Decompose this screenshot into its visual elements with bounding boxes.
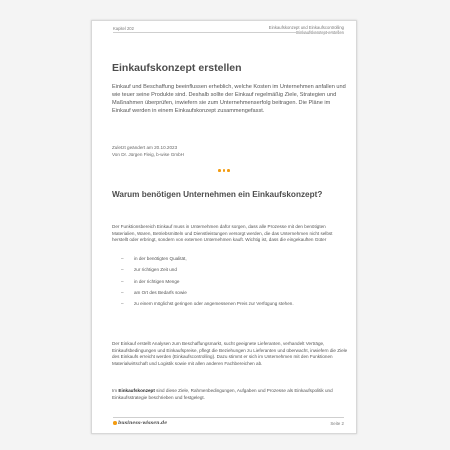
- list-item-text: zur richtigen Zeit und: [134, 267, 177, 273]
- author-line: Von Dr. Jürgen Fleig, b-wise GmbH: [112, 151, 184, 157]
- updated-date: Zuletzt geändert am 20.10.2023: [112, 145, 178, 150]
- list-dash: –: [121, 267, 124, 273]
- logo-dot-icon: [113, 421, 117, 425]
- list-item: [112, 267, 294, 278]
- list-dash: –: [121, 256, 124, 261]
- paragraph-3-prefix: Im: [112, 388, 119, 393]
- header-divider: [113, 32, 344, 33]
- logo-text: business-wissen.de: [118, 421, 168, 426]
- list-item-text: am Ort des Bedarfs sowie: [134, 289, 187, 295]
- header-right: [269, 25, 344, 35]
- header-right-line1: Einkaufskonzept und Einkaufscontrolling: [268, 25, 344, 30]
- paragraph-3-bold: Einkaufskonzept: [118, 388, 155, 393]
- requirements-list: [112, 256, 294, 312]
- intro-paragraph: Einkauf und Beschaffung beeinflussen erheblich, welche Kosten im Unternehmen anfallen und wie teuer seine Produkte sind. Deshalb sollte der Einkauf regelmäßig Ziele, Strategien und Maßnahmen überprüfen, inwiefern sie zum Unternehmenserfolg beitragen. Die Pläne im Einkauf werden in einem Einkaufskonzept zusammengefasst.: [112, 84, 346, 114]
- list-dash: –: [121, 301, 124, 307]
- footer-divider: [113, 417, 344, 418]
- header-chapter: Kapitel 202: [113, 26, 134, 31]
- paragraph-3-suffix: sind diese Ziele, Rahmenbedingungen, Aufgaben und Prozesse als Einkaufspolitik und Einkaufsstrategie beschrieben und festgelegt.: [112, 388, 333, 400]
- list-item: [112, 301, 294, 312]
- separator-dot: [223, 169, 226, 172]
- paragraph-3: [112, 388, 348, 401]
- section-separator: [92, 169, 356, 175]
- section-heading: Warum benötigen Unternehmen ein Einkaufskonzept?: [112, 190, 323, 199]
- list-dash: –: [121, 278, 124, 284]
- document-page: [91, 20, 357, 434]
- paragraph-2: Der Einkauf erstellt Analysen zum Beschaffungsmarkt, sucht geeignete Lieferanten, verhandelt Verträge, Einkaufsbedingungen und Einkaufspreise, pflegt die Beziehungen zu Lieferanten und überwacht, inwiefern die Ziele des Einkaufs erreicht werden (Einkaufscontrolling). Dazu stimmt er sich im Unternehmen mit den Funktionen Materialwirtschaft und Logistik sowie mit allen anderen Fachbereichen ab.: [112, 341, 348, 367]
- list-dash: –: [121, 289, 124, 295]
- header-right-line2: Einkaufskonzept erstellen: [296, 30, 344, 35]
- page-number: Seite 2: [330, 421, 344, 426]
- footer-logo: [113, 421, 167, 426]
- list-item: [112, 290, 294, 301]
- list-item: [112, 256, 294, 267]
- paragraph-1: Der Funktionsbereich Einkauf muss in Unternehmen dafür sorgen, dass alle Prozesse mit den benötigten Materialien, Waren, Betriebsmitteln und Dienstleistungen versorgt werden, die das Unternehmen nicht selbst herstellt oder erbringt, sondern von externen Unternehmen kauft. Wichtig ist, dass die eingekauften Güter: [112, 224, 333, 243]
- separator-dot: [218, 169, 221, 172]
- list-item-text: zu einem möglichst geringen oder angemessenen Preis zur Verfügung stehen.: [134, 301, 294, 307]
- article-meta: [112, 145, 184, 159]
- list-item: [112, 279, 294, 290]
- list-item-text: in der benötigten Qualität,: [134, 256, 187, 261]
- separator-dot: [227, 169, 230, 172]
- list-item-text: in der richtigen Menge: [134, 278, 180, 284]
- page-title: Einkaufskonzept erstellen: [112, 62, 242, 74]
